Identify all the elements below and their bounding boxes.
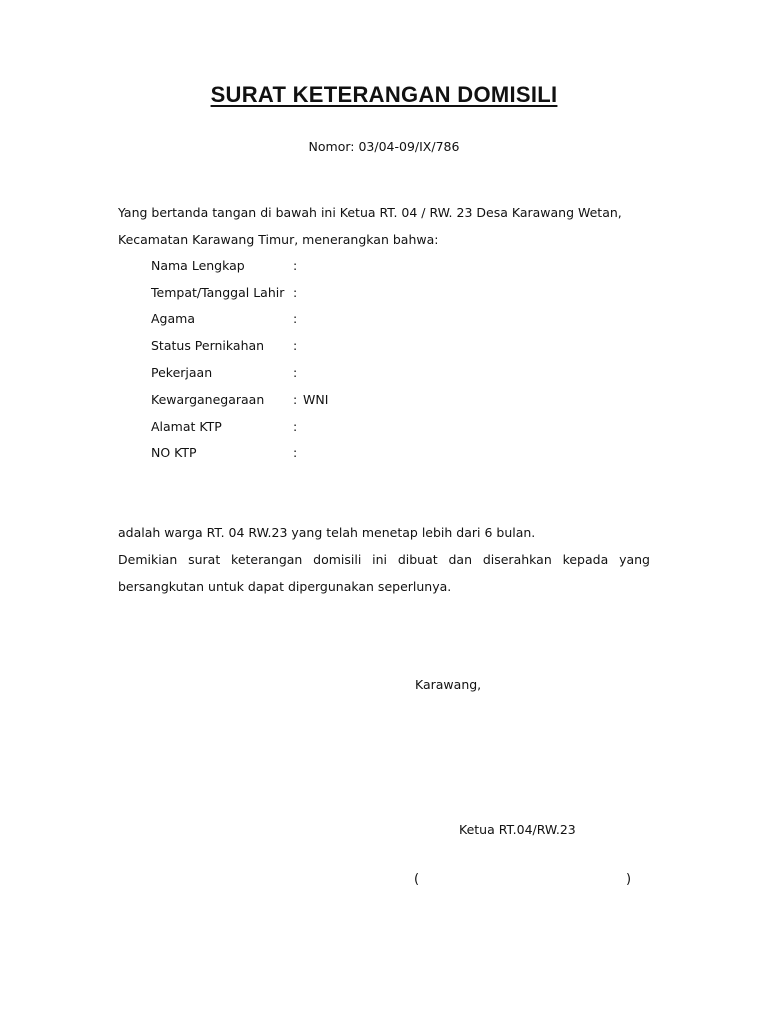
place-date: Karawang, — [415, 677, 482, 692]
field-colon: : — [293, 311, 298, 327]
field-label: Agama — [151, 311, 195, 327]
field-colon: : — [293, 445, 298, 461]
field-colon: : — [293, 338, 298, 354]
field-colon: : — [293, 418, 298, 434]
field-value: WNI — [303, 391, 329, 407]
field-label: Status Pernikahan — [151, 338, 265, 354]
field-label: Tempat/Tanggal Lahir — [151, 284, 285, 300]
field-row-pekerjaan — [151, 359, 328, 386]
intro-paragraph: Yang bertanda tangan di bawah ini Ketua RT. 04 / RW. 23 Desa Karawang Wetan, Kecamatan Karawang Timur, menerangkan bahwa: — [118, 205, 622, 247]
field-label: NO KTP — [151, 445, 197, 461]
signer-title: Ketua RT.04/RW.23 — [459, 822, 576, 837]
identity-fields — [151, 252, 328, 466]
field-row-alamat-ktp — [151, 413, 328, 440]
residency-statement: adalah warga RT. 04 RW.23 yang telah menetap lebih dari 6 bulan. — [118, 525, 536, 540]
field-colon: : — [293, 257, 298, 273]
document-number: Nomor: 03/04-09/IX/786 — [308, 139, 460, 154]
field-colon: : — [293, 365, 298, 381]
field-colon: : — [293, 284, 298, 300]
field-row-tempat-tanggal-lahir — [151, 279, 328, 306]
field-colon: : — [293, 391, 298, 407]
field-row-status-pernikahan — [151, 332, 328, 359]
document-title-text: SURAT KETERANGAN DOMISILI — [210, 82, 558, 107]
field-row-kewarganegaraan — [151, 386, 328, 413]
field-row-nama-lengkap — [151, 252, 328, 279]
field-label: Kewarganegaraan — [151, 391, 265, 407]
field-row-agama — [151, 306, 328, 333]
document-title — [0, 82, 768, 108]
signature-paren-close: ) — [626, 872, 632, 887]
field-label: Alamat KTP — [151, 418, 222, 434]
field-label: Pekerjaan — [151, 365, 213, 381]
closing-paragraph: Demikian surat keterangan domisili ini dibuat dan diserahkan kepada yang bersangkutan untuk dapat dipergunakan seperlunya. — [118, 552, 650, 594]
field-row-no-ktp — [151, 440, 328, 467]
signature-paren-open: ( — [414, 872, 420, 887]
field-label: Nama Lengkap — [151, 257, 245, 273]
